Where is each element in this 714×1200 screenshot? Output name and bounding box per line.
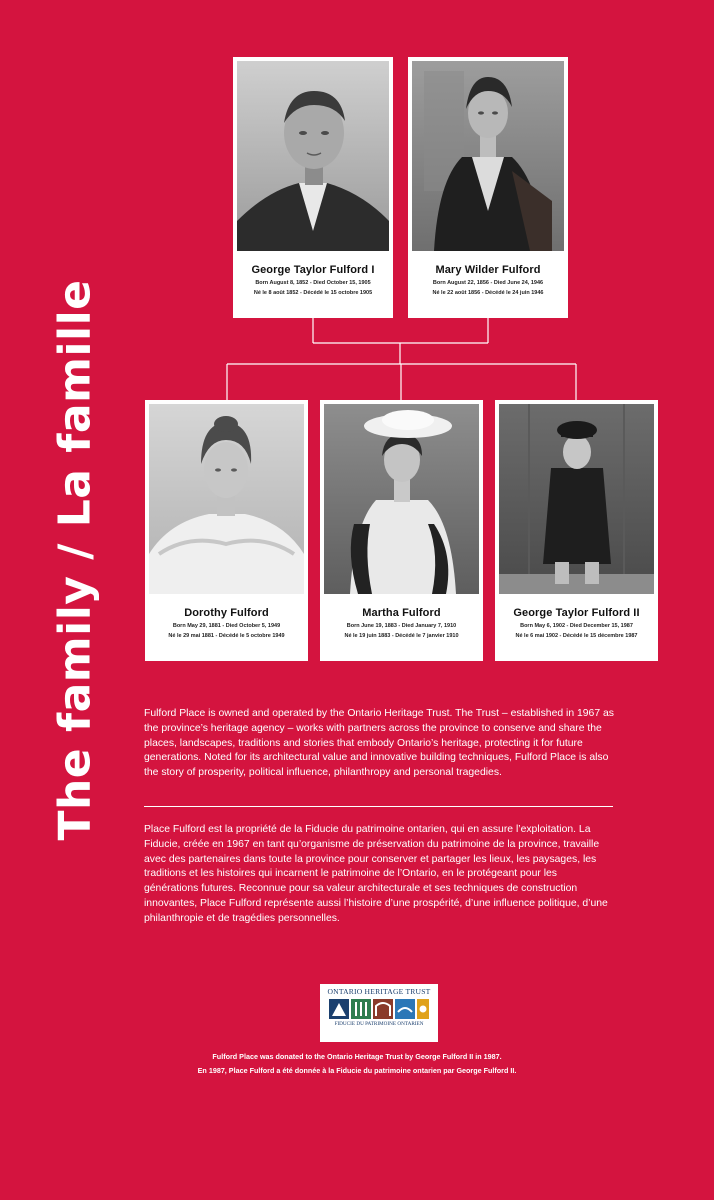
portrait-card-mary [408,57,568,318]
description-english: Fulford Place is owned and operated by the Ontario Heritage Trust. The Trust – established in 1967 as the province’s heritage agency – works with partners across the province to conserve and share the places, landscapes, traditions and stories that embody Ontario’s heritage, protecting it for future generations. Noted for its architectural value and innovative building techniques, Fulford Place is also the story of prosperity, political influence, philanthropy and personal tragedies. [144,708,614,779]
section-divider [144,806,613,807]
description-french: Place Fulford est la propriété de la Fiducie du patrimoine ontarien, qui en assure l’exploitation. La Fiducie, créée en 1967 en tant qu’organisme de préservation du patrimoine de la province, travaille avec des partenaires dans toute la province pour conserver et partager les lieux, les paysages, les traditions et les histoires qui incarnent le patrimoine de l’Ontario, en le protégeant pour les générations futures. Reconnue pour sa valeur architecturale et ses techniques de construction innovantes, Place Fulford représente aussi l’histoire d’une prospérité, d’une influence politique, d’une philanthropie et de tragédies personnelles. [144,824,608,924]
person-name: Mary Wilder Fulford [435,264,541,276]
portrait-photo-dorothy [149,404,304,594]
portrait-photo-george-ii [499,404,654,594]
person-name: George Taylor Fulford II [513,607,640,619]
portrait-photo-martha [324,404,479,594]
logo-french-name: FIDUCIE DU PATRIMOINE ONTARIEN [334,1021,424,1027]
logo-emblem-icon [327,998,431,1020]
portrait-card-george-ii [495,400,658,661]
portrait-card-dorothy [145,400,308,661]
portrait-card-george-i [233,57,393,318]
logo-english-name: ONTARIO HERITAGE TRUST [327,987,431,996]
person-name: Martha Fulford [362,607,441,619]
person-dates-french: Né le 6 mai 1902 - Décédé le 15 décembre 1987 [515,633,638,639]
portrait-photo-mary [412,61,564,251]
person-dates-french: Né le 22 août 1856 - Décédé le 24 juin 1946 [432,290,544,296]
person-name: George Taylor Fulford I [251,264,375,276]
person-dates-english: Born May 6, 1902 - Died December 15, 1987 [520,623,633,629]
portrait-photo-george-i [237,61,389,251]
person-name: Dorothy Fulford [184,607,269,619]
person-dates-english: Born May 29, 1881 - Died October 5, 1949 [172,623,281,629]
ontario-heritage-trust-logo [320,984,438,1042]
portrait-card-martha [320,400,483,661]
footer-english: Fulford Place was donated to the Ontario Heritage Trust by George Fulford II in 1987. [212,1052,502,1061]
person-dates-french: Né le 19 juin 1883 - Décédé le 7 janvier 1910 [344,633,459,639]
person-dates-french: Né le 8 août 1852 - Décédé le 15 octobre 1905 [253,290,373,296]
person-dates-english: Born August 8, 1852 - Died October 15, 1905 [255,280,371,286]
person-dates-english: Born June 19, 1883 - Died January 7, 1910 [346,623,457,629]
footer-french: En 1987, Place Fulford a été donnée à la Fiducie du patrimoine ontarien par George Fulford II. [197,1066,517,1075]
person-dates-english: Born August 22, 1856 - Died June 24, 1946 [432,280,544,286]
panel-title: The family / La famille [49,279,101,841]
person-dates-french: Né le 29 mai 1881 - Décédé le 5 octobre 1949 [168,633,285,639]
